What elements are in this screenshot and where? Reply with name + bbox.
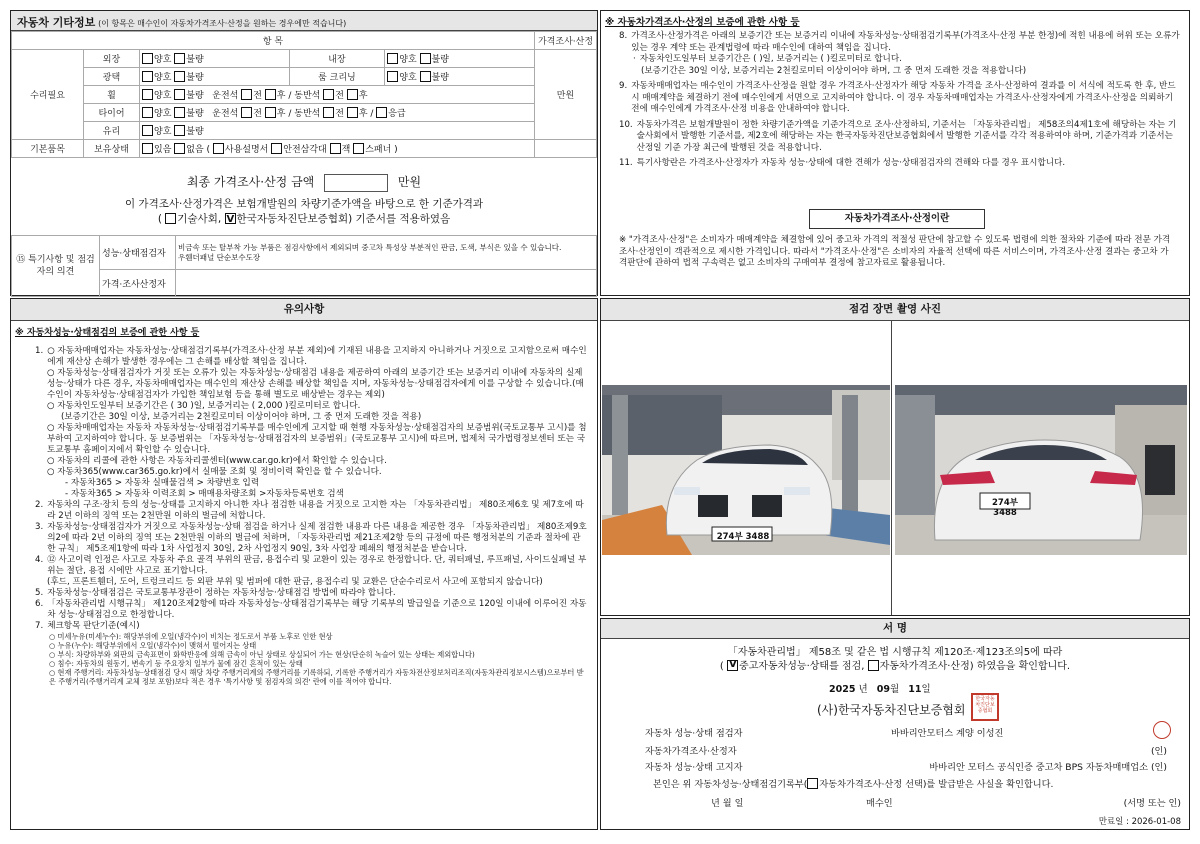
good-label: 양호: [154, 127, 172, 137]
rear-car-photo: [895, 385, 1187, 555]
item-number: 5.: [35, 588, 44, 598]
price-info-box: ※ "가격조사·산정"은 소비자가 매매계약을 체결함에 있어 중고차 가격의 적절성 판단에 참고할 수 있도록 법령에 의한 절차와 기준에 따라 전문 가격조사·산정인이 객관적으로 제시한 가격입니다. 따라서 "가격조사·산정"은 소비자의 자율적 선택에 따른 서비스이며, 가격조사·산정 결과는 중고차 가격판단에 관하여 법적 구속력은 없고 소비자의 구매여부 결정에 참고자료로 활용됩니다.: [619, 235, 1171, 268]
checkbox[interactable]: [142, 107, 153, 118]
signer-seal-icon: [1153, 721, 1171, 739]
checkbox[interactable]: [241, 89, 252, 100]
criteria-item: ○ 침수: 자동차의 원동기, 변속기 등 주요장치 일부가 물에 잠긴 흔적이 있는 상태: [49, 659, 303, 668]
month: 09: [876, 684, 890, 695]
checkbox-kaa[interactable]: [225, 213, 236, 224]
signer-row: [645, 743, 1175, 757]
notes-subtitle: ※ 자동차성능·상태점검의 보증에 관한 사항 등: [15, 328, 200, 338]
note-item: ○ 자동차성능·상태점검자가 거짓 또는 오류가 있는 자동차성능·상태점검 내용을 제공하여 아래의 보증기간 또는 보증거리 이내에 자동차의 실제 성능·상태가 다른 경우, 자동차매매업자는 매수인의 재산상 손해를 배상할 책임을 지며, 자동차성능·상태점검자에게 이를 구상할 수 있습니다.(매수인이 자동차성능·상태점검자가 가입한 책임보험 등을 통해 별도로 배상받는 경우는 제외): [47, 368, 584, 400]
rear-label: 후: [276, 91, 286, 101]
checkbox[interactable]: [347, 89, 358, 100]
bad-label: 불량: [431, 73, 449, 83]
bad-label: 불량: [186, 73, 204, 83]
item-number: 2.: [35, 500, 44, 510]
price-checker-label: 가격·조사산정자: [100, 270, 176, 297]
day: 11: [908, 684, 922, 695]
checkbox[interactable]: [387, 71, 398, 82]
note-item: [35, 500, 587, 522]
buyer-label: 매수인: [866, 798, 893, 809]
no-label: 없음: [186, 145, 204, 155]
checkbox[interactable]: [265, 107, 276, 118]
guarantee-item: [619, 54, 1181, 66]
price-info-box-title: 자동차가격조사·산정이란: [809, 209, 985, 229]
checkbox[interactable]: [387, 53, 398, 64]
row-tire: 타이어: [84, 104, 140, 122]
item-text: ○ 자동차매매업자는 자동차성능·상태점검기록부(가격조사·산정 부분 제외)에 기재된 내용을 고지하지 아니하거나 거짓으로 고지함으로써 매수인에게 재산상 손해가 발생한 경우에는 그 손해를 배상할 책임을 집니다.: [47, 346, 587, 367]
item-text: (보증기간은 30일 이상, 보증거리는 2천킬로미터 이상이어야 하며, 그 중 먼저 도래한 것을 적용합니다): [641, 65, 1027, 76]
item-text: 자동차가격은 보험개발원이 정한 차량기준가액을 기준가격으로 조사·산정하되, 기준서는 「자동차관리법」 제58조의4제1호에 해당하는 자는 기술사회에서 발행한 기준서를, 제2호에 해당하는 자는 한국자동차진단보증협회에서 발행한 기준서를 각각 적용하여야 하며, 기준가격과 기준서는 산정일 기준 가장 최근에 발행된 것을 적용합니다.: [636, 119, 1177, 153]
yes-label: 있음: [154, 145, 172, 155]
front-plate: 274부 3488: [716, 532, 770, 542]
rear-label: 후: [276, 109, 286, 119]
note-item: (보증기간은 30일 이상, 보증거리는 2천킬로미터 이상이어야 하며, 그 중 먼저 도래한 것을 적용): [61, 412, 422, 422]
checkbox[interactable]: [330, 143, 341, 154]
basis-line1: 이 가격조사·산정가격은 보험개발원의 차량기준가액을 바탕으로 한 기준가격과: [124, 198, 484, 210]
org-name: (사)한국자동차진단보증협회: [817, 703, 966, 717]
notes-list: [11, 342, 597, 686]
basis-line2: ( 기술사회, V 한국자동차진단보증협회) 기준서를 적용하였음: [11, 212, 597, 227]
note-item: [35, 522, 587, 555]
item-text: 특기사항란은 가격조사·산정자가 자동차 성능·상태에 대한 견해가 성능·상태점검자의 견해와 다를 경우 표시합니다.: [636, 158, 1066, 168]
checkbox[interactable]: [420, 53, 431, 64]
checkbox[interactable]: [323, 89, 334, 100]
special-label-cell: [12, 236, 100, 297]
front-label: 전: [253, 91, 262, 101]
tech-label: 기술사회,: [177, 213, 222, 225]
item-text: 자동차의 구조·장치 등의 성능·상태를 고지하지 아니한 자나 점검한 내용을 거짓으로 고지한 자는 「자동차관리법」 제80조제6호 및 제7호에 따라 2년 이하의 징역 또는 2천만원 이하의 벌금에 처합니다.: [47, 500, 584, 521]
checkbox[interactable]: [353, 143, 364, 154]
passenger-label: / 동반석: [288, 91, 321, 101]
note-item: ○ 자동차매매업자는 자동차 자동차성능·상태점검기록부를 매수인에게 고지할 때 현행 자동차성능·상태점검자의 보증범위(국토교통부 고시)를 첨부하여 고지하여야 합니다. 동 보증범위는 「자동차성능·상태점검자의 보증범위」(국토교통부 고시)에 따르며, 법제처 국가법령정보센터 또는 국토교통부 홈페이지에서 확인할 수 있습니다.: [47, 423, 587, 455]
good-label: 양호: [399, 73, 417, 83]
emergency-label: 응급: [388, 109, 406, 119]
note-item: [35, 346, 587, 368]
item-number: 3.: [35, 522, 44, 532]
price-checker-value: [176, 270, 597, 297]
row-wheel: 휠: [84, 86, 140, 104]
final-price-row: [11, 173, 597, 192]
confirm-text: 본인은 위 자동차성능·상태점검기록부(: [653, 779, 808, 790]
rear-car-image: [895, 385, 1187, 555]
item-number: 11.: [619, 158, 633, 168]
item-text: 자동차인도일부터 보증기간은 ( )일, 보증거리는 ( )킬로미터로 합니다.: [639, 54, 902, 64]
item-number: 7.: [35, 621, 44, 631]
row-room-cleaning: 룸 크리닝: [289, 68, 385, 86]
photo-divider: [891, 321, 892, 615]
item-number: 8.: [619, 31, 628, 41]
item-text: 자동차성능·상태점검자가 거짓으로 자동차성능·상태 점검을 하거나 실제 점검한 내용과 다른 내용을 제공한 경우 「자동차관리법」 제80조제9호의2에 따라 2년 이하의 징역 또는 2천만원 이하의 벌금에 처하며, 「자동차관리법 제21조제2항 등의 규정에 따른 행정처분의 기준과 절차에 관한 규칙」 제5조제1항에 따라 1차 사업정지 30일, 2차 사업정지 90일, 3차 사업장 폐쇄의 행정처분을 받습니다.: [47, 522, 587, 554]
bad-label: 불량: [186, 109, 204, 119]
checkbox[interactable]: [174, 143, 185, 154]
checkbox[interactable]: [420, 71, 431, 82]
criteria-item: ○ 현재 주행거리: 자동차성능·상태점검 당시 해당 차량 주행거리계의 주행거리를 기록하되, 기록한 주행거리가 자동차전산정보처리조직(자동차관리정보시스템)으로부터 받은 주행거리(주행거리계 교체 정보 포함)보다 적은 경우 '특기사항 및 점검자의 의견' 란에 이를 적어야 합니다.: [49, 668, 584, 686]
sign-date: [829, 681, 931, 695]
day-unit: 일: [921, 684, 931, 695]
bad-label: 불량: [431, 55, 449, 65]
item-text: 자동차성능·상태점검은 국토교통부장관이 정하는 자동차성능·상태점검 방법에 따라야 합니다.: [47, 588, 396, 598]
criteria-item: ○ 부식: 차량하부와 외판의 금속표면이 화학반응에 의해 금속이 아닌 상태로 상실되어 가는 현상(단순히 녹슬어 있는 상태는 제외합니다): [49, 650, 475, 659]
item-number: 6.: [35, 599, 44, 609]
checkbox[interactable]: [142, 125, 153, 136]
row-exterior: 외장: [84, 50, 140, 68]
perf-checker-label: 성능·상태점검자: [100, 236, 176, 270]
checkbox-tech[interactable]: [165, 213, 176, 224]
checkbox[interactable]: [376, 107, 387, 118]
note-item: - 자동차365 > 자동차 이력조회 > 매매용차량조회 >자동차등록번호 검색: [65, 489, 344, 499]
header-price: 가격조사·산정: [535, 32, 597, 50]
rear-label: 후: [358, 91, 368, 101]
note-item: [35, 588, 587, 599]
check2-label: 자동차가격조사·산정: [879, 661, 970, 672]
good-label: 양호: [154, 109, 172, 119]
rear-label: 후: [358, 109, 368, 119]
note-item: ○ 자동차인도일부터 보증기간은 ( 30 )일, 보증거리는 ( 2,000 )킬로미터로 합니다.: [47, 401, 361, 411]
manual-label: 사용설명서: [224, 145, 269, 155]
signer-value: (인): [1150, 746, 1167, 757]
rear-plate: 274부 3488: [992, 498, 1018, 518]
basic-label: 기본품목: [12, 140, 84, 158]
checkbox[interactable]: [265, 89, 276, 100]
item-text: 자동차매매업자는 매수인이 가격조사·산정을 원할 경우 가격조사·산정자가 해당 자동차 가격을 조사·산정하여 결과를 이 서식에 적도록 한 후, 반드시 매매계약을 체결하기 전에 매수인에게 서면으로 고지하여야 합니다. 이 경우 자동차매매업자는 가격조사·산정자에게 가격조사·산정을 의뢰하기 전에 매수인에게 가격조사·산정 비용을 안내하여야 합니다.: [631, 81, 1176, 114]
final-price-label: 최종 가격조사·산정 금액: [186, 175, 315, 189]
item-number: 10.: [619, 119, 633, 130]
guarantee-section: [600, 10, 1190, 296]
note-item: - 자동차365 > 자동차 실매물검색 > 차량번호 입력: [65, 478, 260, 488]
checkbox-performance[interactable]: [727, 660, 738, 671]
checkbox[interactable]: [174, 53, 185, 64]
checkbox[interactable]: [142, 71, 153, 82]
guarantee-item: [619, 31, 1181, 54]
confirm-mid: 자동차가격조사·산정 선택)를 발급받은 사실을 확인합니다.: [819, 779, 1054, 790]
special-table: [11, 235, 597, 297]
guarantee-list: [601, 31, 1189, 170]
front-label: 전: [335, 109, 344, 119]
spanner-label: 스패너: [365, 145, 392, 155]
item-number: ·: [633, 54, 636, 64]
item-text: 체크항목 판단기준(예시): [47, 621, 140, 631]
signer-label: 자동차 성능·상태 고지자: [645, 762, 743, 773]
month-unit: 월: [889, 684, 900, 695]
check-line: ( V중고자동차성능·상태를 점검, 자동차가격조사·산정) 하였음을 확인합니다.: [601, 657, 1189, 672]
checkbox[interactable]: [174, 125, 185, 136]
signature-section: [600, 618, 1190, 830]
bad-label: 불량: [186, 127, 204, 137]
bad-label: 불량: [186, 55, 204, 65]
final-price-unit: 만원: [397, 175, 422, 189]
sign-hint: (서명 또는 인): [1123, 798, 1181, 809]
perf-note-1: 비금속 또는 탈부착 가능 부품은 점검사항에서 제외되며 중고차 특성상 부분적인 판금, 도색, 부식은 있을 수 있습니다.: [178, 243, 562, 252]
holding-label: 보유상태: [84, 140, 140, 158]
good-label: 양호: [399, 55, 417, 65]
signer-value: 바바리안 모터스 공식인증 중고차 BPS 자동차매매업소 (인): [929, 762, 1167, 773]
note-item: ○ 자동차365(www.car365.go.kr)에서 실매물 조회 및 정비이력 확인을 할 수 있습니다.: [47, 467, 382, 477]
notes-title: 유의사항: [11, 299, 597, 321]
photos-section: [600, 298, 1190, 616]
checkbox[interactable]: [174, 89, 185, 100]
check1-label: 중고자동차성능·상태를 점검,: [738, 661, 865, 672]
row-glass: 유리: [84, 122, 140, 140]
item-number: 1.: [35, 346, 44, 356]
law-line: 「자동차관리법」 제58조 및 같은 법 시행규칙 제120조·제123조의5에 따라: [727, 647, 1063, 658]
basis-text: [11, 197, 597, 227]
check-end: ) 하였음을 확인합니다.: [969, 661, 1071, 672]
signer-row: [645, 725, 1175, 739]
repair-label: 수리필요: [12, 50, 84, 140]
basis-end: ) 기준서를 적용하였음: [348, 213, 451, 225]
criteria-item: ○ 미세누유(미세누수): 해당부위에 오일(냉각수)이 비치는 정도로서 부품 노후로 인한 현상: [49, 632, 333, 641]
price-unit: 만원: [535, 50, 597, 140]
checkbox-confirm[interactable]: [807, 778, 818, 789]
item-text: 가격조사·산정가격은 아래의 보증기간 또는 보증거리 이내에 자동차성능·상태점검기록부(가격조사·산정 부분 한정)에 적힌 내용에 허위 또는 오류가 있는 경우 계약 또는 관계법령에 따라 매수인에 대하여 책임을 집니다.: [631, 31, 1180, 53]
note-item: [35, 555, 587, 577]
signer-value: 바바리안모터스 계양 이성진: [891, 728, 1004, 739]
confirm-line: [653, 776, 1053, 790]
note-item: ○ 자동차의 리콜에 관한 사항은 자동차리콜센터(www.car.go.kr)에서 확인할 수 있습니다.: [47, 456, 387, 466]
guarantee-item: [619, 66, 1181, 78]
guarantee-item: [619, 120, 1181, 155]
other-info-title: 자동차 기타정보: [17, 16, 96, 29]
checkbox[interactable]: [347, 107, 358, 118]
perf-notes: [176, 236, 597, 270]
other-info-header: [11, 11, 597, 31]
checkbox[interactable]: [323, 107, 334, 118]
checkbox-price[interactable]: [868, 660, 879, 671]
signer-label: 자동차가격조사·산정자: [645, 746, 737, 757]
expiry-date: 만료일 : 2026-01-08: [1098, 817, 1181, 827]
criteria-list: [35, 632, 587, 686]
checkbox[interactable]: [142, 143, 153, 154]
checkbox[interactable]: [241, 107, 252, 118]
signer-label: 자동차 성능·상태 점검자: [645, 728, 743, 739]
item-text: ⑫ 사고이력 인정은 사고로 자동차 주요 골격 부위의 판금, 용접수리 및 교환이 있는 경우로 한정합니다. 단, 쿼터패널, 루프패널, 사이드실패널 부위는 절단, 용접 시에만 사고로 표기합니다.: [47, 555, 587, 576]
year-unit: 년: [858, 684, 868, 695]
kaa-label: 한국자동차진단보증협회: [236, 213, 349, 225]
stamp-text: 한국자동차진단보증협회: [975, 696, 995, 714]
signature-title: 서 명: [601, 619, 1189, 639]
driver-label: 운전석: [212, 109, 239, 119]
checkbox[interactable]: [213, 143, 224, 154]
final-price-input[interactable]: [324, 174, 388, 192]
checkbox[interactable]: [174, 107, 185, 118]
special-label: 특기사항 및 점검자의 의견: [28, 255, 95, 277]
org-stamp: [971, 693, 999, 721]
other-info-section: [10, 10, 598, 296]
notes-section: [10, 298, 598, 830]
triangle-label: 안전삼각대: [283, 145, 327, 155]
header-item: 항 목: [12, 32, 535, 50]
front-label: 전: [253, 109, 262, 119]
special-num: ⑮: [16, 255, 26, 265]
jack-label: 잭: [341, 145, 351, 155]
checkbox[interactable]: [174, 71, 185, 82]
criteria-item: ○ 누유(누수): 해당부위에서 오일(냉각수)이 맺혀서 떨어지는 상태: [49, 641, 257, 650]
front-car-photo: [602, 385, 890, 555]
buyer-row: [711, 795, 1181, 809]
year: 2025: [829, 684, 856, 695]
guarantee-title: ※ 자동차가격조사·산정의 보증에 관한 사항 등: [605, 17, 800, 28]
good-label: 양호: [154, 91, 172, 101]
row-interior: 내장: [289, 50, 385, 68]
checkbox[interactable]: [271, 143, 282, 154]
note-item: [35, 621, 587, 632]
other-info-subtitle: (이 항목은 매수인이 자동차가격조사·산정을 원하는 경우에만 적습니다): [98, 19, 347, 28]
guarantee-item: [619, 81, 1181, 116]
checkbox[interactable]: [142, 89, 153, 100]
note-item: [35, 599, 587, 621]
passenger-label: / 동반석: [288, 109, 321, 119]
good-label: 양호: [154, 55, 172, 65]
bad-label: 불량: [186, 91, 204, 101]
signer-row: [645, 759, 1175, 773]
row-gloss: 광택: [84, 68, 140, 86]
guarantee-item: [619, 158, 1181, 170]
note-item: (후드, 프론트휀더, 도어, 트렁크리드 등 외판 부위 및 범퍼에 대한 판금, 용접수리 및 교환은 단순수리로서 사고에 포함되지 않습니다): [47, 577, 543, 587]
repair-table: 항 목 가격조사·산정 수리필요 외장 양호 불량 내장 양호 불량 만원 광택 양호 불량 룸 크리닝 양호 불량 휠 양호 불량 운전석 전 후 / 동반석 전 후 타이어 양호 불량 운전석 전 후 / 동반석 전 후 / 응급 유리 양호 불량 기본품목 보유상태 있음 없음 ( 사용설명서 안전삼각대 잭 스패너 ): [11, 31, 597, 158]
good-label: 양호: [154, 73, 172, 83]
front-label: 전: [335, 91, 344, 101]
checkbox[interactable]: [142, 53, 153, 64]
item-number: 9.: [619, 81, 628, 91]
item-text: 「자동차관리법 시행규칙」 제120조제2항에 따라 자동차성능·상태점검기록부는 해당 기록부의 발급일을 기준으로 120일 이내에 이루어진 자동차 성능·상태점검으로 한정합니다.: [47, 599, 587, 620]
item-number: 4.: [35, 555, 44, 565]
driver-label: 운전석: [212, 91, 239, 101]
date-blank: 년 월 일: [711, 798, 744, 809]
photos-title: 점검 장면 촬영 사진: [601, 299, 1189, 321]
perf-note-2: 우휀더패널 단순보수도장: [178, 252, 261, 262]
